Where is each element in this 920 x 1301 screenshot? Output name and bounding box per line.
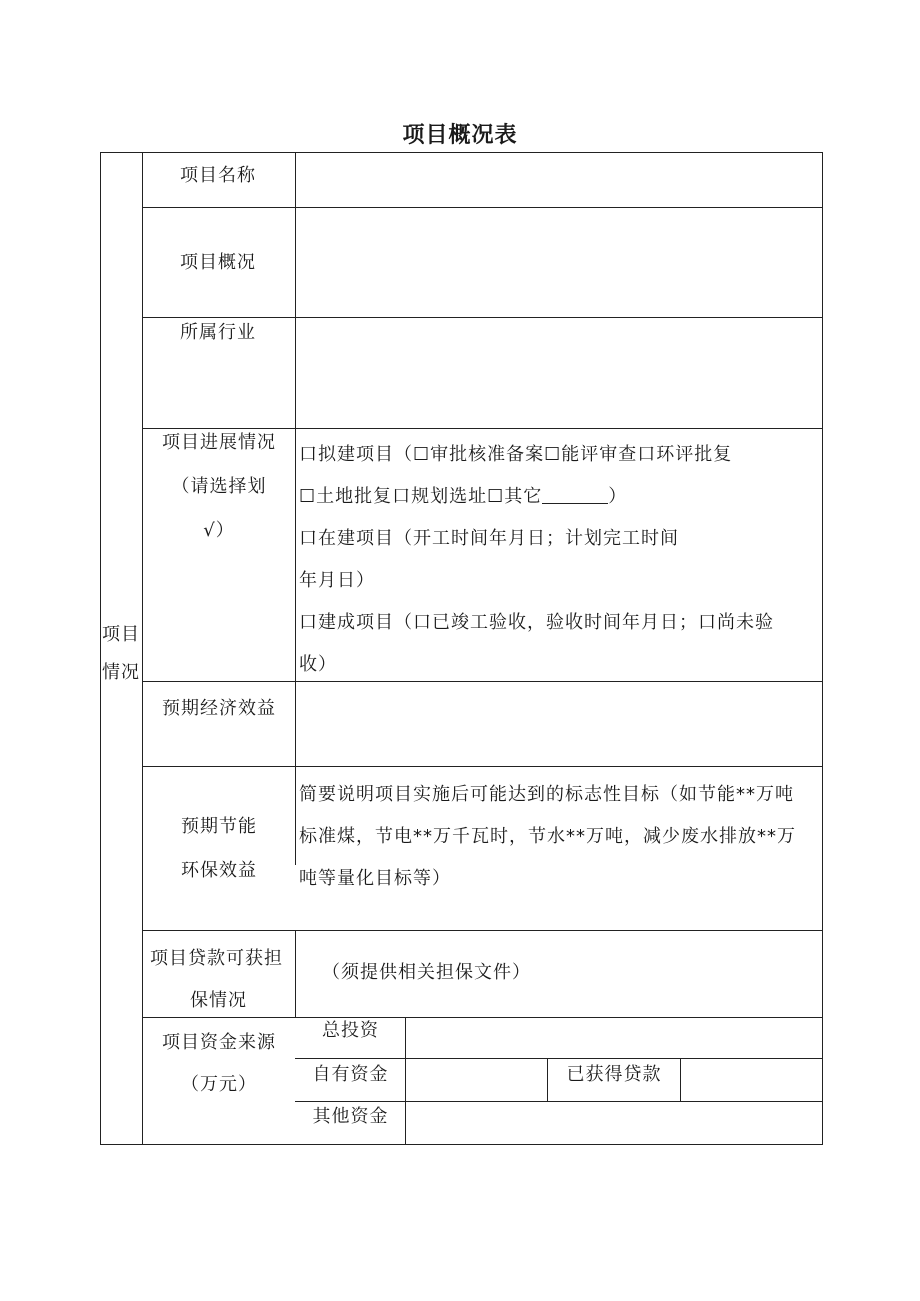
guarantee-hint: （须提供相关担保文件） [322,962,531,983]
progress-approval-text: ☐土地批复口规划选址☐其它 [299,486,543,507]
progress-approval-close: ） [608,486,628,507]
project-overview-table [100,152,823,1145]
progress-label-line1: 项目进展情况 [162,432,276,453]
section-label [102,622,140,686]
guarantee-label-line2: 保情况 [190,990,247,1011]
progress-under-construction-line[interactable]: 口在建项目（开工时间年月日；计划完工时间 [299,528,679,549]
own-funds-label: 自有资金 [312,1064,389,1085]
project-overview-field[interactable] [296,208,822,317]
form-title: 项目概况表 [402,123,518,148]
section-column-divider [142,152,143,1145]
other-funds-label: 其他资金 [312,1106,389,1127]
section-label-line1: 项目 [102,624,140,645]
economic-benefit-field[interactable] [296,682,822,766]
table-border-right [822,152,823,1145]
loans-obtained-field[interactable] [681,1059,822,1101]
energy-benefit-hint-line3: 吨等量化目标等） [299,868,451,889]
funding-label-line1: 项目资金来源 [162,1032,276,1053]
guarantee-field[interactable] [296,931,822,1017]
progress-approval-line[interactable] [299,484,627,510]
row-divider-3 [142,428,823,429]
progress-completed-line[interactable]: 口建成项目（口已竣工验收，验收时间年月日；口尚未验 [299,612,774,633]
progress-label-line3: √） [203,520,235,541]
table-border-bottom [100,1144,823,1145]
project-name-field[interactable] [296,153,822,207]
section-label-line2: 情况 [102,662,140,683]
project-name-label: 项目名称 [180,165,256,186]
industry-field[interactable] [296,318,822,428]
energy-benefit-label-line1: 预期节能 [181,816,257,837]
own-funds-field[interactable] [406,1059,547,1101]
progress-planned-line[interactable]: 口拟建项目（☐审批核准备案☐能评审查口环评批复 [299,444,733,465]
progress-date-line: 年月日） [299,570,375,591]
other-blank-field[interactable] [542,485,608,504]
industry-label: 所属行业 [180,322,256,343]
progress-completed-line-end: 收） [299,654,337,675]
funding-label-line2: （万元） [181,1074,257,1095]
economic-benefit-label: 预期经济效益 [162,698,276,719]
table-border-left [100,152,101,1145]
loans-obtained-label: 已获得贷款 [566,1064,662,1085]
total-investment-label: 总投资 [322,1020,379,1041]
energy-benefit-label-line2: 环保效益 [181,860,257,881]
progress-label-line2: （请选择划 [171,476,267,497]
energy-benefit-hint-line1: 简要说明项目实施后可能达到的标志性目标（如节能**万吨 [299,784,794,805]
energy-benefit-hint-line2: 标准煤，节电**万千瓦时，节水**万吨，减少废水排放**万 [299,826,796,847]
project-overview-label: 项目概况 [180,252,256,273]
other-funds-field[interactable] [406,1102,822,1144]
guarantee-label-line1: 项目贷款可获担 [150,948,283,969]
energy-benefit-field[interactable] [296,767,822,930]
total-investment-field[interactable] [406,1018,822,1058]
